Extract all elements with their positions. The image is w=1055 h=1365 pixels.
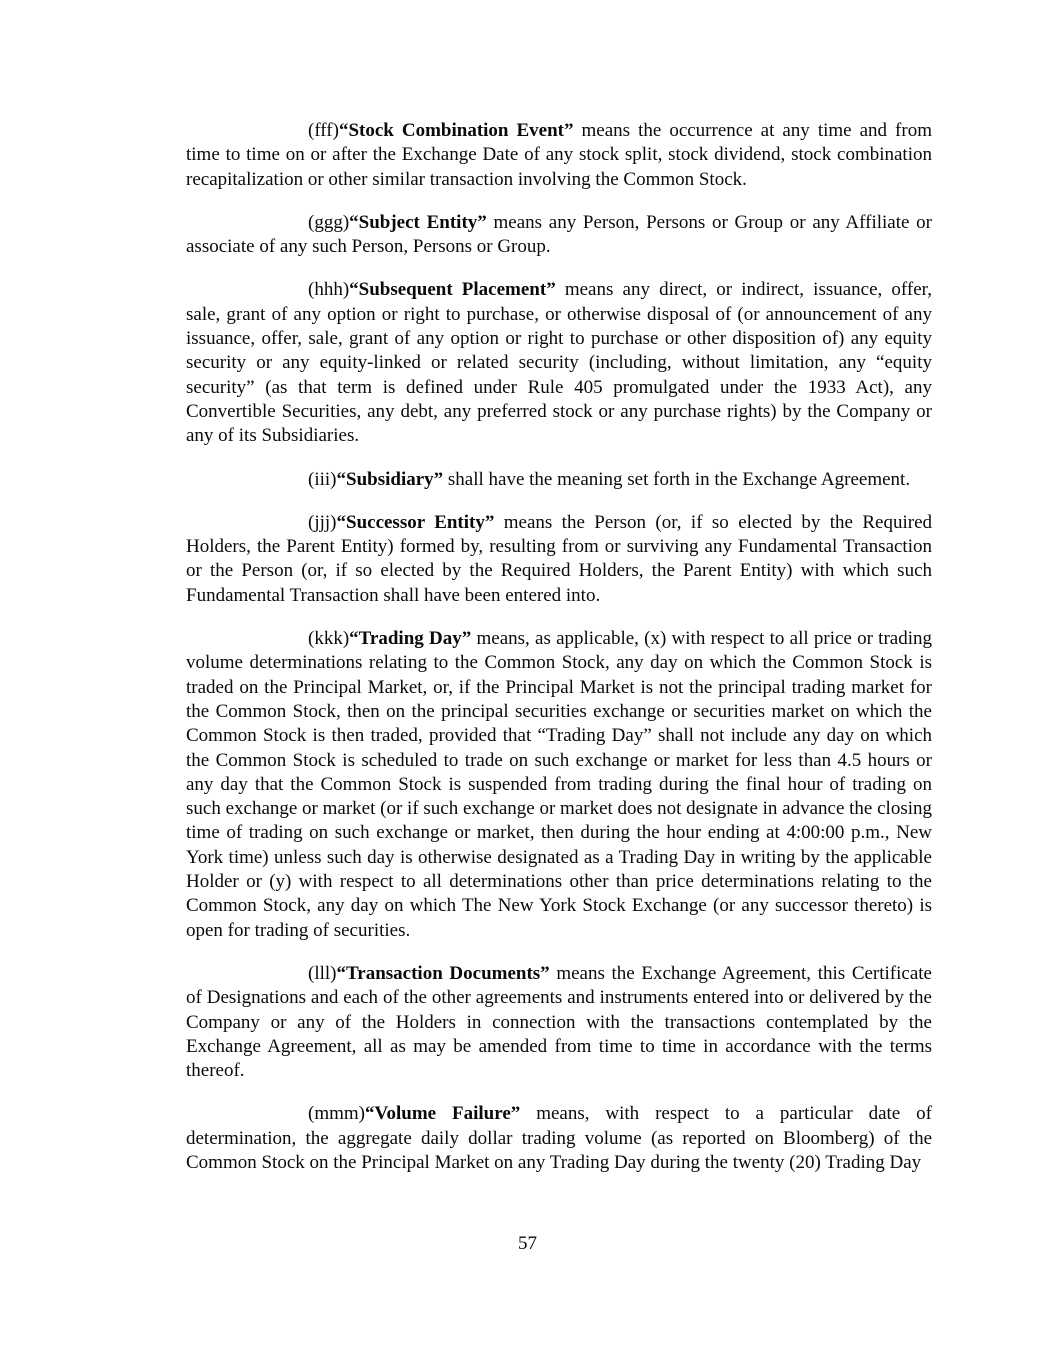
definition-term: “Subsequent Placement” [349, 279, 556, 301]
definition-paragraph [186, 511, 932, 608]
definition-text: shall have the meaning set forth in the Exchange Agreement. [443, 468, 911, 490]
definition-term: “Transaction Documents” [336, 962, 550, 984]
definition-paragraph [186, 962, 932, 1083]
definition-term: “Trading Day” [349, 628, 472, 650]
definition-label: (fff) [308, 120, 339, 141]
document-body [186, 119, 932, 1175]
definition-text: means any direct, or indirect, issuance, offer, sale, grant of any option or right to purchase, or otherwise disposal of (or announcement of any issuance, offer, sale, grant of any option or right to purchase or other disposition of) any equity security or any equity-linked or related security (including, without limitation, any “equity security” (as that term is defined under Rule 405 promulgated under the 1933 Act), any Convertible Securities, any debt, any preferred stock or any purchase rights) by the Company or any of its Subsidiaries. [186, 279, 932, 447]
definition-term: “Stock Combination Event” [338, 120, 574, 141]
definition-term: “Subsidiary” [336, 468, 444, 490]
definition-paragraph [186, 211, 932, 260]
definition-text: means the Person (or, if so elected by the Required Holders, the Parent Entity) formed by, resulting from or surviving any Fundamental Transaction or the Person (or, if so elected by the Required Holders, the Parent Entity) with which such Fundamental Transaction shall have been entered into. [186, 511, 933, 606]
definition-label: (lll) [308, 962, 337, 984]
definition-term: “Volume Failure” [365, 1103, 521, 1125]
page-number: 57 [518, 1233, 537, 1254]
definition-paragraph [186, 468, 932, 492]
definition-text: means the occurrence at any time and from time to time on or after the Exchange Date of any stock split, stock dividend, stock combination recapitalization or other similar transaction involving the Common Stock. [186, 120, 932, 190]
definition-label: (hhh) [308, 279, 350, 301]
definition-paragraph [186, 1102, 932, 1175]
definition-term: “Successor Entity” [336, 511, 495, 533]
definition-term: “Subject Entity” [349, 211, 487, 233]
definition-label: (jjj) [308, 511, 337, 533]
page-footer [0, 1232, 1055, 1256]
definition-text: means, as applicable, (x) with respect to all price or trading volume determinations relating to the Common Stock, any day on which the Common Stock is traded on the Principal Market, or, if the Principal Market is not the principal trading market for the Common Stock, then on the principal securities exchange or securities market on which the Common Stock is then traded, provided that “Trading Day” shall not include any day on which the Common Stock is scheduled to trade on such exchange or market for less than 4.5 hours or any day that the Common Stock is suspended from trading during the final hour of trading on such exchange or market (or if such exchange or market does not designate in advance the closing time of trading on such exchange or market, then during the hour ending at 4:00:00 p.m., New York time) unless such day is otherwise designated as a Trading Day in writing by the applicable Holder or (y) with respect to all determinations other than price determinations relating to the Common Stock, any day on which The New York Stock Exchange (or any successor thereto) is open for trading of securities. [186, 628, 933, 941]
definition-paragraph [186, 119, 932, 192]
definition-text: means the Exchange Agreement, this Certificate of Designations and each of the other agreements and instruments entered into or delivered by the Company or any of the Holders in connection with the transactions contemplated by the Exchange Agreement, all as may be amended from time to time in accordance with the terms thereof. [186, 962, 932, 1082]
definition-paragraph [186, 627, 932, 943]
definition-label: (kkk) [308, 628, 350, 650]
definition-label: (iii) [308, 468, 337, 490]
definition-label: (mmm) [308, 1103, 365, 1125]
definition-text: means any Person, Persons or Group or any Affiliate or associate of any such Person, Persons or Group. [186, 211, 932, 258]
definition-paragraph [186, 278, 932, 448]
definition-label: (ggg) [308, 211, 350, 233]
definition-text: means, with respect to a particular date of determination, the aggregate daily dollar trading volume (as reported on Bloomberg) of the Common Stock on the Principal Market on any Trading Day during the twenty (20) Trading Day [186, 1103, 932, 1173]
